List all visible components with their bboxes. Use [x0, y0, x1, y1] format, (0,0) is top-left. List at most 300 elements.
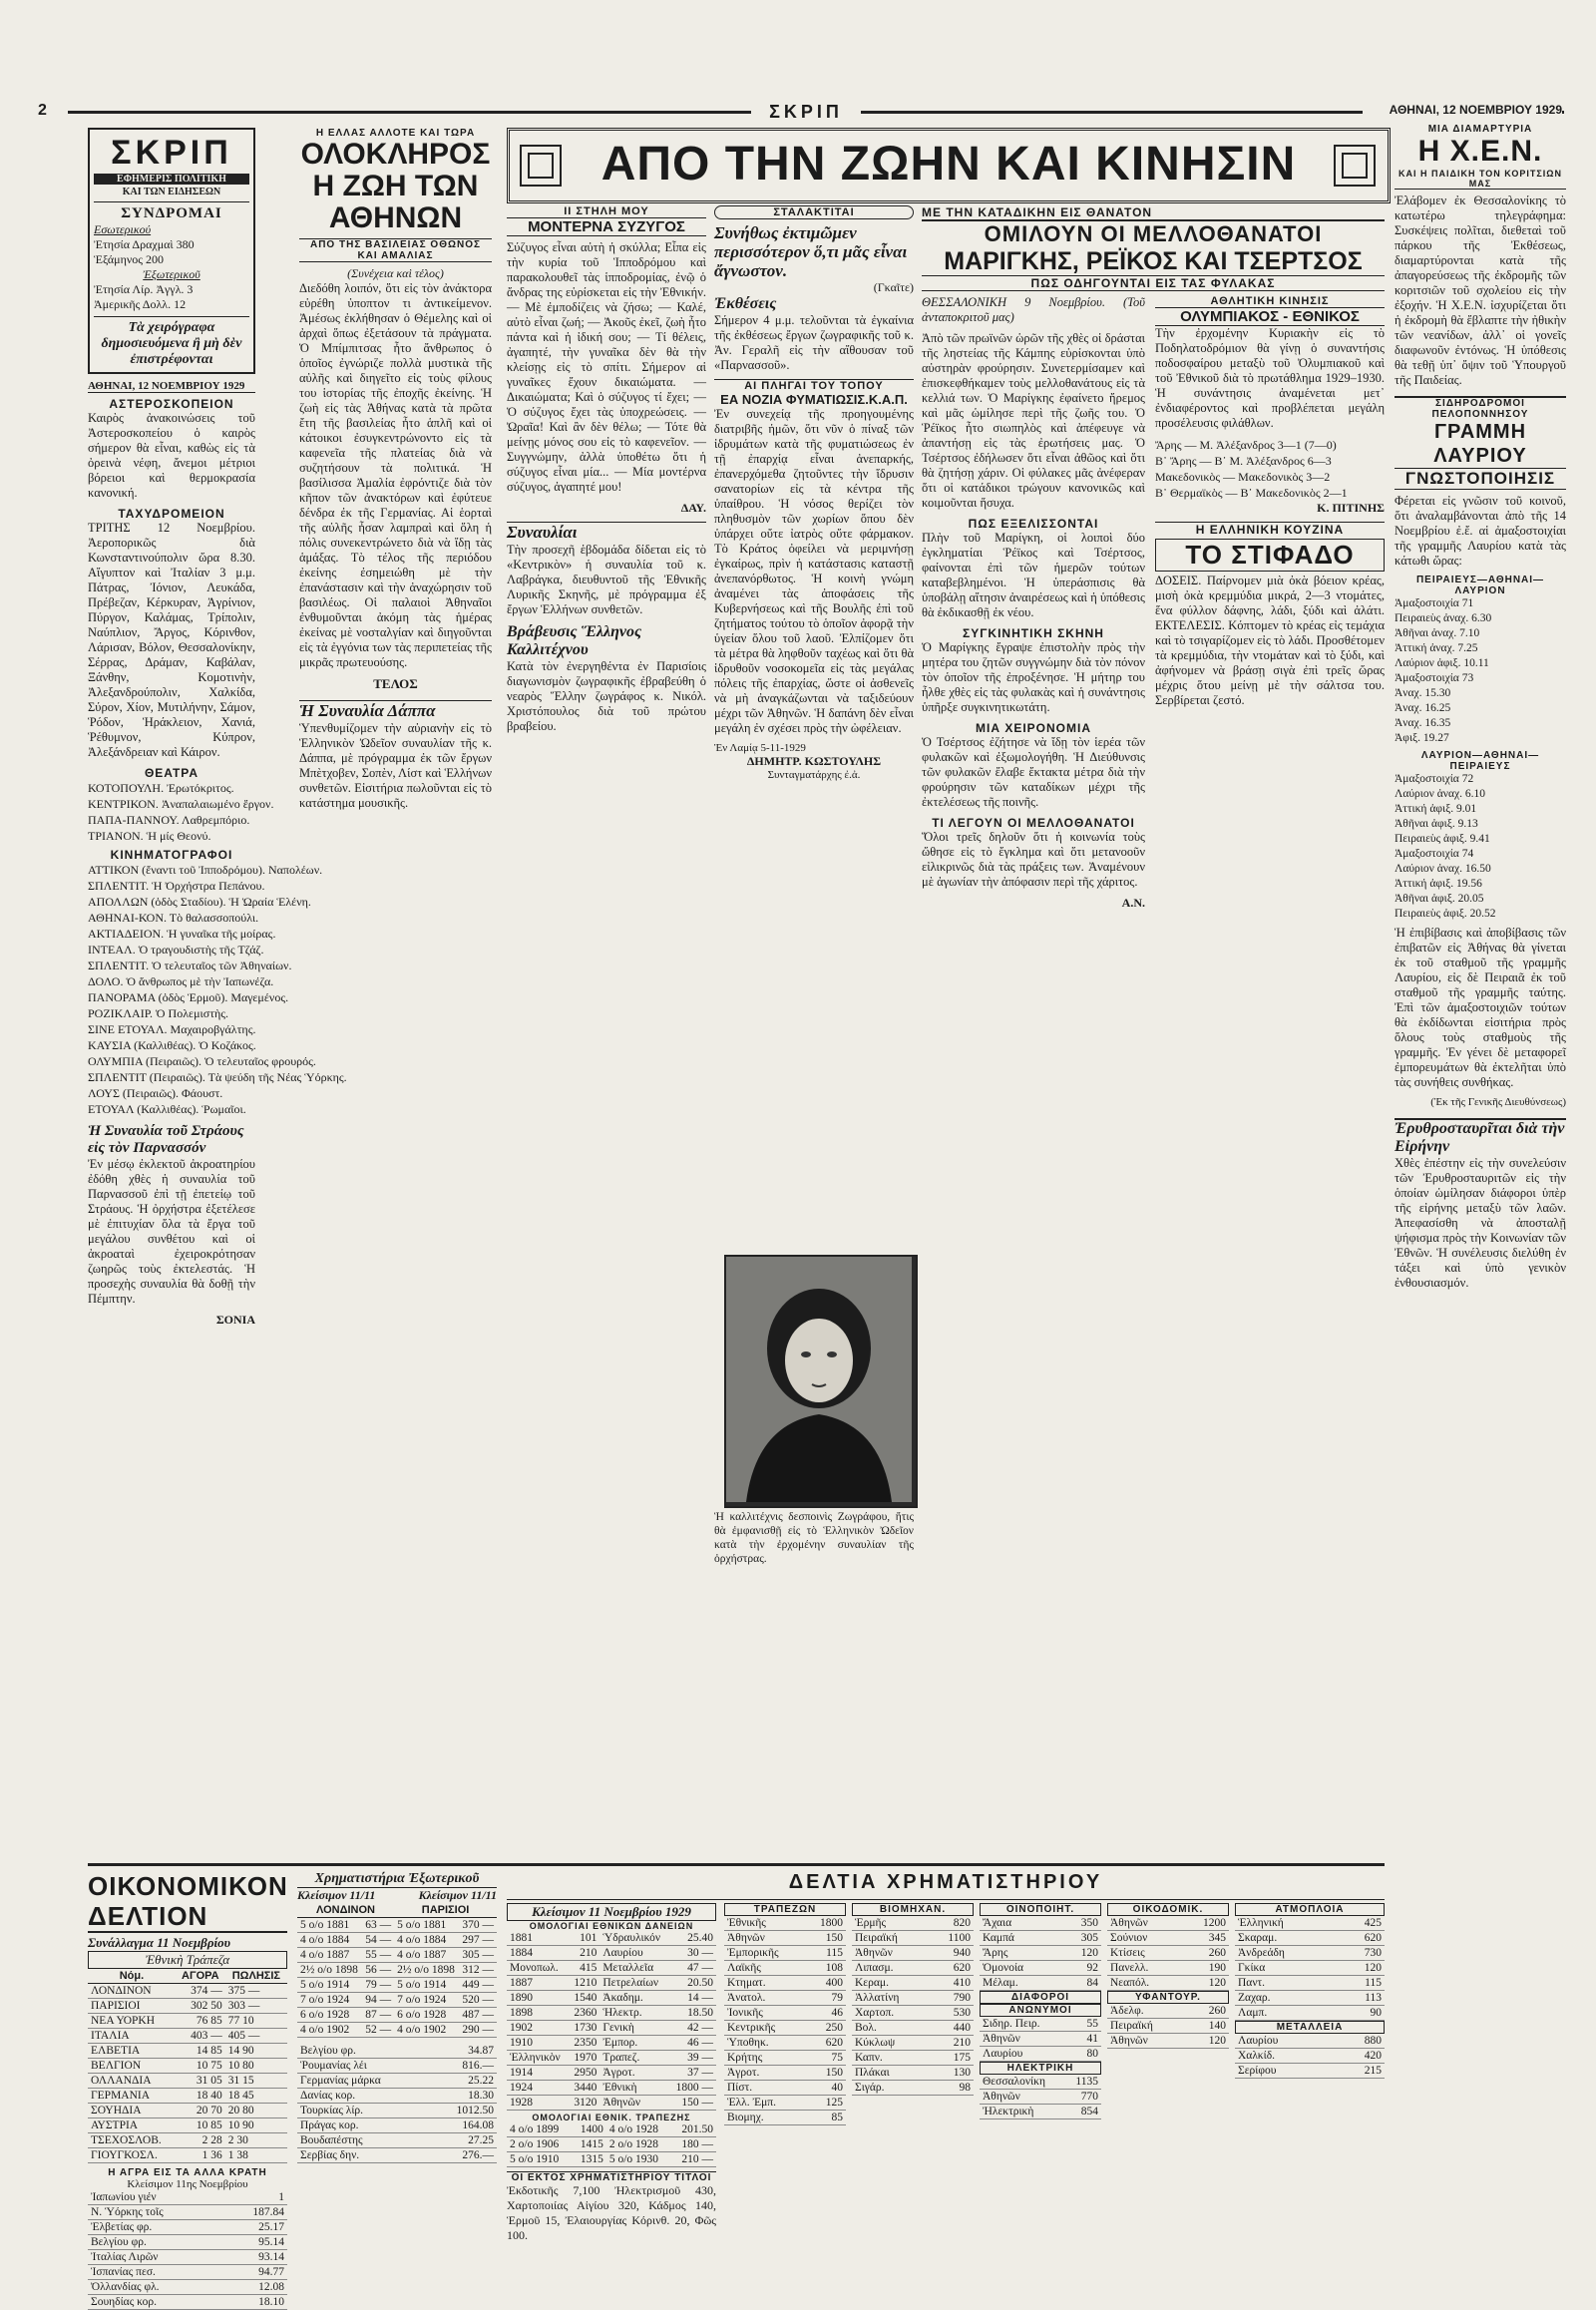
- other-market-row-cell: 94.77: [222, 2265, 287, 2280]
- loan-row-cell: Πετρελαίων: [599, 1976, 668, 1991]
- other-market-row-cell: Ὀλλανδίας φλ.: [88, 2280, 222, 2295]
- exch-row: [297, 1948, 497, 1963]
- misc-rate-row-cell: 276.—: [430, 2148, 497, 2163]
- exch-row: [297, 1993, 497, 2008]
- rail-time: Ἀττική ἀφιξ. 19.56: [1395, 878, 1482, 890]
- loan-row-cell: Τραπεζ.: [599, 2051, 668, 2066]
- stock-row: [980, 2032, 1101, 2047]
- textile-group: [1107, 1991, 1229, 2049]
- misc-rate-row-cell: 18.30: [430, 2089, 497, 2104]
- exch-row-cell: 487 —: [459, 2008, 497, 2023]
- bank-loan-row: [507, 2122, 716, 2137]
- bank-name: Ἐθνικὴ Τράπεζα: [88, 1951, 287, 1969]
- right-subtitle: ΚΑΙ Η ΠΑΙΔΙΚΗ ΤΟΝ ΚΟΡΙΤΣΙΩΝ ΜΑΣ: [1395, 169, 1566, 190]
- theatre-item: ΚΟΤΟΠΟΥΛΗ. Ἐρωτόκριτος.: [88, 781, 234, 795]
- loan-row-cell: 37 —: [669, 2066, 716, 2081]
- stock-row: [980, 1916, 1101, 1931]
- stock-group: [852, 1903, 974, 2096]
- cinema-item: ΡΟΖΙΚΛΑΙΡ. Ὁ Πολεμιστὴς.: [88, 1006, 229, 1020]
- anonymous-group-table: [980, 2017, 1101, 2062]
- stock-group: [1107, 1903, 1229, 1991]
- stock-cell: 620: [1339, 1931, 1385, 1946]
- shipping-group: [1235, 1903, 1385, 2021]
- rail-time: Ἀττική ἀναχ. 7.25: [1395, 642, 1478, 654]
- col2-end: ΤΕΛΟΣ: [373, 676, 418, 691]
- stock-row: [980, 2090, 1101, 2105]
- rail-time: Ἀθῆναι ἀφιξ. 20.05: [1395, 893, 1484, 905]
- exch-row-cell: 370 —: [459, 1918, 497, 1933]
- sport-kicker: ΑΘΛΗΤΙΚΗ ΚΙΝΗΣΙΣ: [1210, 295, 1330, 307]
- rail-time: Ἁμαξοστοιχία 72: [1395, 773, 1474, 785]
- rail-route-1: ΠΕΙΡΑΙΕΥΣ—ΑΘΗΝΑΙ—ΛΑΥΡΙΟΝ: [1415, 575, 1545, 596]
- bank-loan-row-cell: 2 ο/ο 1928: [606, 2137, 671, 2152]
- fx-row: [88, 1999, 287, 2014]
- loan-row-cell: 1800 —: [669, 2081, 716, 2096]
- stock-cell: Ἀθηνῶν: [980, 2090, 1065, 2105]
- misc-rate-row: [297, 2089, 497, 2104]
- synavlia-title: Ἡ Συναυλία τοῦ Στράους εἰς τὸν Παρνασσόν: [88, 1123, 244, 1156]
- loan-row: [507, 1991, 716, 2006]
- stock-row: [724, 1991, 846, 2006]
- exch-row: [297, 1933, 497, 1948]
- theatre-title: ΘΕΑΤΡΑ: [144, 766, 200, 780]
- stock-cell: 1800: [805, 1916, 846, 1931]
- fx-header: ΑΓΟΡΑ: [176, 1969, 225, 1984]
- stock-cell: 854: [1065, 2105, 1101, 2119]
- foreign-exchanges: [297, 1871, 497, 2250]
- fx-row-cell: ΒΕΛΓΙΟΝ: [88, 2059, 176, 2074]
- loan-row-cell: 150 —: [669, 2096, 716, 2111]
- astro-title: ΑΣΤΕΡΟΣΚΟΠΕΙΟΝ: [109, 397, 234, 411]
- rail-time: Ἀναχ. 16.35: [1395, 717, 1451, 729]
- stock-row: [724, 2051, 846, 2066]
- other-market-row-cell: Βελγίου φρ.: [88, 2235, 222, 2250]
- col5-subtitle-4: ΜΙΑ ΧΕΙΡΟΝΟΜΙΑ: [975, 721, 1091, 735]
- other-market-row: [88, 2250, 287, 2265]
- stock-row: [724, 2096, 846, 2111]
- cinema-item: ΑΠΟΛΛΩΝ (ὁδὸς Σταδίου). Ἡ Ὡραία Ἑλένη.: [88, 895, 311, 909]
- mining-group: [1235, 2021, 1385, 2079]
- stock-cell: 150: [805, 2066, 846, 2081]
- rail-time: Λαύριον ἀναχ. 6.10: [1395, 788, 1485, 800]
- rail-time: Ἀναχ. 16.25: [1395, 702, 1451, 714]
- electric-group: [980, 2062, 1101, 2119]
- fx-row-cell: 10 75: [176, 2059, 225, 2074]
- stock-cell: 530: [930, 2006, 974, 2021]
- other-market-row-cell: 12.08: [222, 2280, 287, 2295]
- fx-row-cell: ΕΛΒΕΤΙΑ: [88, 2044, 176, 2059]
- stock-row: [852, 1976, 974, 1991]
- stock-cell: Ἑρμῆς: [852, 1916, 930, 1931]
- fx-row-cell: ΙΤΑΛΙΑ: [88, 2029, 176, 2044]
- left-column: [88, 128, 347, 1863]
- other-market-row-cell: Ἐλβετίας φρ.: [88, 2220, 222, 2235]
- stock-row: [724, 2081, 846, 2096]
- banner-title: ΑΠΟ ΤΗΝ ΖΩΗΝ ΚΑΙ ΚΙΝΗΣΙΝ: [600, 138, 1297, 191]
- stock-cell: 98: [930, 2081, 974, 2096]
- col2-kicker: Η ΕΛΛΑΣ ΑΛΛΟΤΕ ΚΑΙ ΤΩΡΑ: [315, 128, 476, 139]
- sport-results: [1155, 437, 1385, 501]
- cinema-item: ΙΝΤΕΑΛ. Ὁ τραγουδιστὴς τῆς Τζάζ.: [88, 943, 264, 957]
- masthead-title: ΣΚΡΙΠ: [751, 102, 861, 122]
- exch-row-cell: 4 ο/ο 1884: [394, 1933, 459, 1948]
- sport-result: Μακεδονικὸς — Μακεδονικὸς 3—2: [1155, 470, 1331, 484]
- fx-row-cell: 18 45: [225, 2089, 287, 2104]
- stock-cell: 190: [1181, 1961, 1229, 1976]
- rail-time: Ἀθῆναι ἀφιξ. 9.13: [1395, 818, 1478, 830]
- misc-rate-row-cell: Ῥουμανίας λέι: [297, 2059, 430, 2074]
- other-market-row-cell: 187.84: [222, 2205, 287, 2220]
- outside-text: Ἐκδοτικῆς 7,100 Ἠλεκτρισμοῦ 430, Χαρτοποιίας Αἰγίου 320, Κάδμος 140, Ἑρμοῦ 15, Ἐλαιουργίας Κόρινθ. 20, Φῶς 100.: [507, 2183, 716, 2242]
- stock-row: [1235, 1946, 1385, 1961]
- stock-row: [980, 2075, 1101, 2090]
- stock-cell: Ἐθνικῆς: [724, 1916, 805, 1931]
- misc-rate-row-cell: Βουδαπέστης: [297, 2133, 430, 2148]
- exch-body: [297, 1918, 497, 2038]
- right-kicker: ΜΙΑ ΔΙΑΜΑΡΤΥΡΙΑ: [1427, 124, 1533, 135]
- stock-row: [980, 2017, 1101, 2032]
- fx-row: [88, 2074, 287, 2089]
- col3-sign: ΔΑΥ.: [680, 501, 706, 515]
- col5-text-3: Ὁ Μαρίγκης ἔγραψε ἐπιστολὴν πρὸς τὴν μητέρα του ζητῶν συγγνώμην διὰ τὸν πόνον τὸν ὁποῖον τῆς ἐπροξένησε. Ἡ μήτηρ του ἦλθε χθὲς εἰς τὰς φυλακὰς καὶ ἡ συνάντησις ὑπῆρξε συγκινητικωτάτη.: [922, 640, 1145, 714]
- misc-rate-row: [297, 2118, 497, 2133]
- exch-row-cell: 5 ο/ο 1914: [297, 1978, 362, 1993]
- other-market-row: [88, 2280, 287, 2295]
- stock-cell: Κτηματ.: [724, 1976, 805, 1991]
- col5-subtitle-3: ΣΥΓΚΙΝΗΤΙΚΗ ΣΚΗΝΗ: [963, 626, 1104, 640]
- local-sign: ΔΗΜΗΤΡ. ΚΩΣΤΟΥΛΗΣ: [746, 754, 882, 768]
- exch-row-cell: 312 —: [459, 1963, 497, 1978]
- fx-row-cell: 14 90: [225, 2044, 287, 2059]
- american-rate: Ἀμερικῆς Δολλ. 12: [94, 297, 187, 311]
- exch-title: Χρηματιστήρια Ἐξωτερικοῦ: [297, 1871, 497, 1888]
- stock-row: [1107, 1961, 1229, 1976]
- theatre-item: ΚΕΝΤΡΙΚΟΝ. Ἀναπαλαιωμένο ἔργον.: [88, 797, 274, 811]
- stock-column: [980, 1903, 1101, 2125]
- finance-title: ΟΙΚΟΝΟΜΙΚΟΝ ΔΕΛΤΙΟΝ: [88, 1871, 288, 1931]
- stock-cell: 120: [1181, 1976, 1229, 1991]
- loan-row-cell: Ἐθνικὴ: [599, 2081, 668, 2096]
- rail-subtitle: ΓΝΩΣΤΟΠΟΙΗΣΙΣ: [1395, 468, 1566, 490]
- anonymous-group-title: ΑΝΩΝΥΜΟΙ: [980, 2004, 1101, 2017]
- stock-cell: Ἀνατολ.: [724, 1991, 805, 2006]
- bank-loan-row-cell: 1415: [572, 2137, 605, 2152]
- fx-row: [88, 1984, 287, 1999]
- rail-time: Πειραιεὺς ἀφιξ. 20.52: [1395, 908, 1496, 920]
- section-banner: [507, 128, 1391, 203]
- rail-time: Ἀττική ἀφιξ. 9.01: [1395, 803, 1477, 815]
- bonds-block: [507, 1903, 716, 2252]
- col3-text: Σύζυγος εἶναι αὐτὴ ἡ σκύλλα; Εἶπα εἰς τὴν κυρία τοῦ Ἱπποδρόμου καὶ παρακολουθεῖ τὰς ἱπποδρομίας, ἐνῷ ὁ ἄνδρας της εὑρίσκεται εἰς τὴν Ἐθνικήν. — Μὲ ἐμποδίζεις νὰ ζήσω; — Καλέ, αὐτὸ εἶναι ζωή; — Ἀκοῦς ἐκεῖ, ζωὴ ἦτο πάντα καὶ ἡ ἰδική σου; — Τί θέλεις, ἀγαπητέ, τὴν γυναῖκα δὲν θὰ τὴν κλείσῃς εἰς τὸ σπίτι. Σήμερον αἱ γυναῖκες ἔχουν δικαιώματα. — Δικαιώματα; Καὶ ὁ σύζυγος τί ἔχει; — Ὁ σύζυγος ἔχει τὰς ὑποχρεώσεις. — Ὠραῖα! Καὶ ἂν δὲν θέλω; — Τότε θὰ μείνῃς μόνος σου εἰς τὸ καφενεῖον. — Συγγνώμην, ἀλλὰ ὑποθέτω ὅτι ἡ σύζυγος εἶναι μία... — Μία μοντέρνα σύζυγος, ἀγαπητέ μου!: [507, 240, 706, 494]
- exch-row-cell: 290 —: [459, 2023, 497, 2038]
- col5-text-2: Πλὴν τοῦ Μαρίγκη, οἱ λοιποὶ δύο ἐγκληματίαι Ῥέϊκος καὶ Τσέρτσος, φαίνονται ἐπὶ τῶν ἡμερῶν τούτων καταβεβλημένοι. Ἡ ὑπεράσπισις θὰ ὑποβάλῃ αἴτησιν ἀναιρέσεως καὶ ἡ ὑπόθεσις θὰ ἐκδικασθῇ ἐκ νέου.: [922, 531, 1145, 619]
- fx-row: [88, 2133, 287, 2148]
- loan-row-cell: 1898: [507, 2006, 569, 2021]
- fx-row: [88, 2029, 287, 2044]
- column-4: [714, 205, 914, 1303]
- stock-cell: Ἀθηνῶν: [1107, 1916, 1181, 1931]
- exch-sub-2: Κλείσιμον 11/11: [418, 1888, 497, 1902]
- stock-cell: Νεαπόλ.: [1107, 1976, 1181, 1991]
- exch-sub-1: Κλείσιμον 11/11: [297, 1888, 376, 1902]
- manuscripts-notice: Τὰ χειρόγραφα δημοσιευόμενα ἢ μὴ δὲν ἐπιστρέφονται: [94, 316, 249, 368]
- stock-cell: Πανελλ.: [1107, 1961, 1181, 1976]
- loan-row-cell: Ἡλεκτρ.: [599, 2006, 668, 2021]
- stock-group-table: [1107, 1916, 1229, 1991]
- exch-row: [297, 2008, 497, 2023]
- fx-header: Νόμ.: [88, 1969, 176, 1984]
- exhibitions-title: Ἐκθέσεις: [714, 295, 777, 312]
- stock-row: [724, 1916, 846, 1931]
- local-place: Ἐν Λαμίᾳ 5-11-1929: [714, 742, 806, 754]
- cinema-item: ΣΠΛΕΝΤΙΤ (Πειραιῶς). Τὰ ψεύδη τῆς Νέας Ὑόρκης.: [88, 1070, 347, 1084]
- misc-rate-row-cell: 164.08: [430, 2118, 497, 2133]
- stock-row: [724, 2066, 846, 2081]
- loan-row-cell: 39 —: [669, 2051, 716, 2066]
- stock-row: [1107, 1946, 1229, 1961]
- stock-cell: Σκαραμ.: [1235, 1931, 1339, 1946]
- stock-cell: 140: [1190, 2019, 1229, 2034]
- stock-row: [1235, 1991, 1385, 2006]
- aphorism-author: (Γκαῖτε): [873, 280, 914, 294]
- fx-table: [88, 1969, 287, 2163]
- stock-cell: Λαϊκῆς: [724, 1961, 805, 1976]
- loan-row-cell: 25.40: [669, 1931, 716, 1946]
- column-3: [507, 205, 706, 1851]
- exch-row: [297, 1978, 497, 1993]
- stock-cell: Ἀθηνῶν: [724, 1931, 805, 1946]
- exch-row-cell: 520 —: [459, 1993, 497, 2008]
- mining-group-title: ΜΕΤΑΛΛΕΙΑ: [1235, 2021, 1385, 2034]
- stock-cell: Σιγάρ.: [852, 2081, 930, 2096]
- bank-loan-row-cell: 201.50: [671, 2122, 716, 2137]
- stock-cell: 940: [930, 1946, 974, 1961]
- col5-sign: Α.Ν.: [1121, 896, 1145, 910]
- cinema-item: ΣΠΛΕΝΤΙΤ. Ἡ Ὀρχήστρα Πεπάνου.: [88, 879, 265, 893]
- loan-row-cell: 101: [569, 1931, 600, 1946]
- other-market-row-cell: 93.14: [222, 2250, 287, 2265]
- redcross-text: Χθὲς ἐπέστην εἰς τὴν συνελεύσιν τῶν Ἐρυθροσταυριτῶν εἰς τὴν ὁποίαν ὡμίλησαν διάφοροι ὑπὲρ τῆς εἰρήνης μεταξὺ τῶν λαῶν. Ἀπεφασίσθη νὰ ἀποσταλῇ ψήφισμα πρὸς τὴν Κοινωνίαν τῶν Ἐθνῶν. Ἡ συνέλευσις διελύθη ἐν τάξει καὶ ὑπὸ γενικὸν ἐνθουσιασμόν.: [1395, 1156, 1566, 1290]
- post-text: ΤΡΙΤΗΣ 12 Νοεμβρίου. Ἀεροπορικῶς διὰ Κωνσταντινούπολιν ὥρα 8.30. Αἴγυπτον καὶ Ἰταλίαν 3 μ.μ. Πάτρας, Ἰόνιον, Λευκάδα, Πρέβεζαν, Κέρκυραν, Ἀγρίνιον, Πύργον, Καλάμας, Τρίπολιν, Ναύπλιον, Ἄργος, Κόρινθον, Λάρισαν, Βόλον, Θεσσαλονίκην, Σέρρας, Δράμαν, Καβάλαν, Ξάνθην, Κομοτινὴν, Ἀλεξανδρούπολιν, Χαλκίδα, Σύρον, Χίον, Μυτιλήνην, Σάμον, Ῥόδον, Ἡράκλειον, Χανιά, Ῥέθυμνον, Κύπρον, Ἀλεξάνδρειαν καὶ Κάιρον.: [88, 521, 255, 759]
- stock-row: [852, 1946, 974, 1961]
- fx-row: [88, 2014, 287, 2029]
- stock-cell: 210: [930, 2036, 974, 2051]
- stock-cell: 880: [1335, 2034, 1385, 2049]
- other-market-row-cell: Ἱσπανίας πεσ.: [88, 2265, 222, 2280]
- fx-row-cell: 10 85: [176, 2118, 225, 2133]
- misc-rate-row-cell: Γερμανίας μάρκα: [297, 2074, 430, 2089]
- loan-row-cell: Ἑλληνικὸν: [507, 2051, 569, 2066]
- stock-row: [852, 1916, 974, 1931]
- bank-loan-row-cell: 180 —: [671, 2137, 716, 2152]
- stock-cell: Ζαχαρ.: [1235, 1991, 1339, 2006]
- other-markets-date: Κλείσιμον 11ης Νοεμβρίου: [127, 2178, 248, 2190]
- column-5: [922, 205, 1385, 1851]
- electric-group-table: [980, 2075, 1101, 2119]
- stock-cell: 108: [805, 1961, 846, 1976]
- bank-loan-row-cell: 5 ο/ο 1910: [507, 2152, 572, 2167]
- stock-row: [1107, 2019, 1229, 2034]
- loan-row-cell: 1540: [569, 1991, 600, 2006]
- exch-row-cell: 7 ο/ο 1924: [297, 1993, 362, 2008]
- rail-time: Λαύριον ἀφιξ. 10.11: [1395, 657, 1489, 669]
- rail-text-2: Ἡ ἐπιβίβασις καὶ ἀποβίβασις τῶν ἐπιβατῶν εἰς Ἀθήνας θὰ γίνεται ἐκ τοῦ σταθμοῦ τῆς γραμμῆς Λαυρίου, εἰς δὲ Πειραιᾶ ἐκ τοῦ σταθμοῦ τῆς γραμμῆς ταύτης. Ἐπὶ τῶν ἀμαξοστοιχιῶν τούτων θὰ ἐκδίδωνται εἰσιτήρια πρὸς ὅλους τοὺς σταθμοὺς τῆς γραμμῆς. Ἐν γένει δὲ μεταφορεῖ ἐμπορευμάτων θὰ ἐκτελῆται ὑπὸ τὰς συνήθεις συνθήκας.: [1395, 926, 1566, 1089]
- cuisine-title: ΤΟ ΣΤΙΦΑΔΟ: [1155, 539, 1385, 572]
- exch-subtitles: [297, 1888, 497, 1903]
- loan-row: [507, 2051, 716, 2066]
- exch-row-cell: 305 —: [459, 1948, 497, 1963]
- cinema-item: ΛΟΥΣ (Πειραιῶς). Φάουστ.: [88, 1086, 223, 1100]
- col5-right: [1155, 295, 1385, 911]
- fx-row-cell: ΟΛΛΑΝΔΙΑ: [88, 2074, 176, 2089]
- loan-row-cell: 1914: [507, 2066, 569, 2081]
- annual-domestic: Ἐτησία Δραχμαὶ 380: [94, 237, 195, 251]
- col5-headline-1: ΟΜΙΛΟΥΝ ΟΙ ΜΕΛΛΟΘΑΝΑΤΟΙ: [984, 221, 1323, 246]
- stock-cell: Σερίφου: [1235, 2064, 1335, 2079]
- stock-row: [852, 2006, 974, 2021]
- domestic-label: Εσωτερικού: [94, 222, 152, 236]
- misc-rate-row-cell: Δανίας κορ.: [297, 2089, 430, 2104]
- loan-row: [507, 2081, 716, 2096]
- stock-row: [724, 2006, 846, 2021]
- stock-cell: Ἐμπορικῆς: [724, 1946, 805, 1961]
- annual-foreign: Ἐτησία Λίρ. Ἀγγλ. 3: [94, 282, 194, 296]
- square-ornament-icon: [520, 145, 562, 187]
- cinema-list: [88, 862, 347, 1117]
- right-column: [1395, 124, 1566, 1959]
- loan-row-cell: Μεταλλεῖα: [599, 1961, 668, 1976]
- sport-sign: Κ. ΠΙΤΙΝΗΣ: [1317, 501, 1385, 515]
- fx-row-cell: 403 —: [176, 2029, 225, 2044]
- stock-cell: Ἀθηνῶν: [852, 1946, 930, 1961]
- fx-row-cell: ΤΣΕΧΟΣΛΟΒ.: [88, 2133, 176, 2148]
- stock-cell: 425: [1339, 1916, 1385, 1931]
- stock-cell: 84: [1061, 1976, 1101, 1991]
- page-number: 2: [38, 102, 68, 122]
- loans-title: ΟΜΟΛΟΓΙΑΙ ΕΘΝΙΚΩΝ ΔΑΝΕΙΩΝ: [529, 1921, 694, 1931]
- stock-row: [1235, 1976, 1385, 1991]
- other-market-row-cell: Ἰαπωνίου γιέν: [88, 2190, 222, 2205]
- fx-row-cell: 14 85: [176, 2044, 225, 2059]
- stock-cell: Πίστ.: [724, 2081, 805, 2096]
- exch-row-cell: 5 ο/ο 1881: [297, 1918, 362, 1933]
- cinema-item: ΕΤΟΥΑΛ (Καλλιθέας). Ῥωμαῖοι.: [88, 1102, 246, 1116]
- stock-cell: 175: [930, 2051, 974, 2066]
- stock-row: [852, 1961, 974, 1976]
- other-market-row-cell: Σουηδίας κορ.: [88, 2295, 222, 2310]
- col5-subtitle-5: ΤΙ ΛΕΓΟΥΝ ΟΙ ΜΕΛΛΟΘΑΝΑΤΟΙ: [932, 816, 1135, 830]
- right-text: Ἐλάβομεν ἐκ Θεσσαλονίκης τὸ κατωτέρω τηλεγράφημα: Συσκέψεις πολῖται, διεθεταὶ τοῦ πάρκου τῆς Ἐκθέσεως, διαμαρτύρονται κατὰ τῆς ἀπαγορεύσεως τῆς ἐκδρομῆς τῶν κοριτσιῶν τοῦ σχολείου εἰς τὴν ἐξοχήν. Ἡ Χ.Ε.Ν. ἰσχυρίζεται ὅτι ἡ ἐκδρομὴ θὰ ἔβλαπτε τὴν ἠθικὴν τῶν νεανίδων, ἀλλ᾽ οἱ γονεῖς διαφωνοῦν ἐντόνως. Ἡ ὑπόθεσις θὰ τεθῇ ὑπ᾽ ὄψιν τοῦ Ὑπουργοῦ τῆς Παιδείας.: [1395, 193, 1566, 387]
- stock-row: [1235, 2006, 1385, 2021]
- stock-cell: Ἀγροτ.: [724, 2066, 805, 2081]
- stock-columns: [724, 1903, 1385, 2125]
- loan-row-cell: 3440: [569, 2081, 600, 2096]
- rail-kicker: ΣΙΔΗΡΟΔΡΟΜΟΙ ΠΕΛΟΠΟΝΝΗΣΟΥ: [1395, 396, 1566, 420]
- fx-row-cell: 10 90: [225, 2118, 287, 2133]
- stock-row: [724, 2036, 846, 2051]
- misc-rate-row-cell: 816.—: [430, 2059, 497, 2074]
- portrait-caption: Ἡ καλλιτέχνις δεσποινὶς Ζωγράφου, ἥτις θὰ ἐμφανισθῇ εἰς τὸ Ἑλληνικὸν Ὠδεῖον κατὰ τὴν ἐρχομένην συναυλίαν τῆς ὀρχήστρας.: [714, 1511, 914, 1565]
- fx-row-cell: 31 15: [225, 2074, 287, 2089]
- misc-rate-row-cell: 27.25: [430, 2133, 497, 2148]
- loan-row-cell: 1730: [569, 2021, 600, 2036]
- exch-row-cell: 5 ο/ο 1881: [394, 1918, 459, 1933]
- fx-row-cell: 2 30: [225, 2133, 287, 2148]
- stock-row: [980, 1961, 1101, 1976]
- exch-table: [297, 1903, 497, 2038]
- stock-cell: Ἀλλατίνη: [852, 1991, 930, 2006]
- loan-row-cell: 1890: [507, 1991, 569, 2006]
- stock-group-table: [852, 1916, 974, 2096]
- rail-title: ΓΡΑΜΜΗ ΛΑΥΡΙΟΥ: [1433, 421, 1527, 467]
- stock-cell: 410: [930, 1976, 974, 1991]
- bank-loan-row-cell: 210 —: [671, 2152, 716, 2167]
- concerts-title: Συναυλίαι: [507, 522, 706, 543]
- fx-row-cell: 77 10: [225, 2014, 287, 2029]
- fx-row-cell: ΛΟΝΔΙΝΟΝ: [88, 1984, 176, 1999]
- subscriptions-title: ΣΥΝΔΡΟΜΑΙ: [94, 201, 249, 222]
- loan-row-cell: 2950: [569, 2066, 600, 2081]
- stock-cell: 120: [1339, 1961, 1385, 1976]
- fx-row-cell: ΝΕΑ ΥΟΡΚΗ: [88, 2014, 176, 2029]
- stock-cell: Σούνιον: [1107, 1931, 1181, 1946]
- loan-row-cell: 1881: [507, 1931, 569, 1946]
- stock-cell: Ἄρης: [980, 1946, 1061, 1961]
- stock-cell: 41: [1075, 2032, 1101, 2047]
- exch-row: [297, 1918, 497, 1933]
- bank-loan-row-cell: 5 ο/ο 1930: [606, 2152, 671, 2167]
- stock-cell: Παντ.: [1235, 1976, 1339, 1991]
- stock-cell: 620: [930, 1961, 974, 1976]
- rail-time: Ἀναχ. 15.30: [1395, 687, 1451, 699]
- synavlia-sign: ΣΟΝΙΑ: [215, 1313, 255, 1327]
- local-head: ΕΑ ΝΟΖΙΑ ΦΥΜΑΤΙΩΣΙΣ.Κ.Α.Π.: [720, 392, 908, 407]
- loan-row: [507, 1946, 716, 1961]
- other-markets-table: [88, 2190, 287, 2310]
- stock-row: [1235, 2064, 1385, 2079]
- textile-group-table: [1107, 2004, 1229, 2049]
- portrait-photo: [724, 1255, 918, 1508]
- bank-loan-row: [507, 2152, 716, 2167]
- col5-left: [922, 295, 1145, 911]
- fx-row-cell: 76 85: [176, 2014, 225, 2029]
- paper-box: [88, 128, 255, 374]
- stock-cell: Ἰονικῆς: [724, 2006, 805, 2021]
- loan-row-cell: 42 —: [669, 2021, 716, 2036]
- stock-cell: 1200: [1181, 1916, 1229, 1931]
- fx-row-cell: 405 —: [225, 2029, 287, 2044]
- fx-title: Συνάλλαγμα 11 Νοεμβρίου: [88, 1935, 231, 1950]
- mining-group-table: [1235, 2034, 1385, 2079]
- exch-row-cell: 54 —: [362, 1933, 394, 1948]
- stock-cell: Μέλαμ.: [980, 1976, 1061, 1991]
- stock-cell: 400: [805, 1976, 846, 1991]
- col5-subhead: ΠΩΣ ΟΔΗΓΟΥΝΤΑΙ ΕΙΣ ΤΑΣ ΦΥΛΑΚΑΣ: [922, 275, 1385, 291]
- misc-rate-row: [297, 2133, 497, 2148]
- stock-row: [1235, 1931, 1385, 1946]
- stock-cell: Ἄχαια: [980, 1916, 1061, 1931]
- loan-row-cell: 2350: [569, 2036, 600, 2051]
- stock-cell: Ἀνδρεάδη: [1235, 1946, 1339, 1961]
- exch-row-cell: 4 ο/ο 1884: [297, 1933, 362, 1948]
- paper-subtitle: ΕΦΗΜΕΡΙΣ ΠΟΛΙΤΙΚΗ: [94, 174, 249, 185]
- stock-cell: 260: [1190, 2004, 1229, 2019]
- bank-loan-row-cell: 4 ο/ο 1928: [606, 2122, 671, 2137]
- rail-time: Ἀθῆναι ἀναχ. 7.10: [1395, 627, 1480, 639]
- loans-body: [507, 1931, 716, 2111]
- masthead: [38, 102, 1564, 122]
- stock-cell: 1135: [1065, 2075, 1101, 2090]
